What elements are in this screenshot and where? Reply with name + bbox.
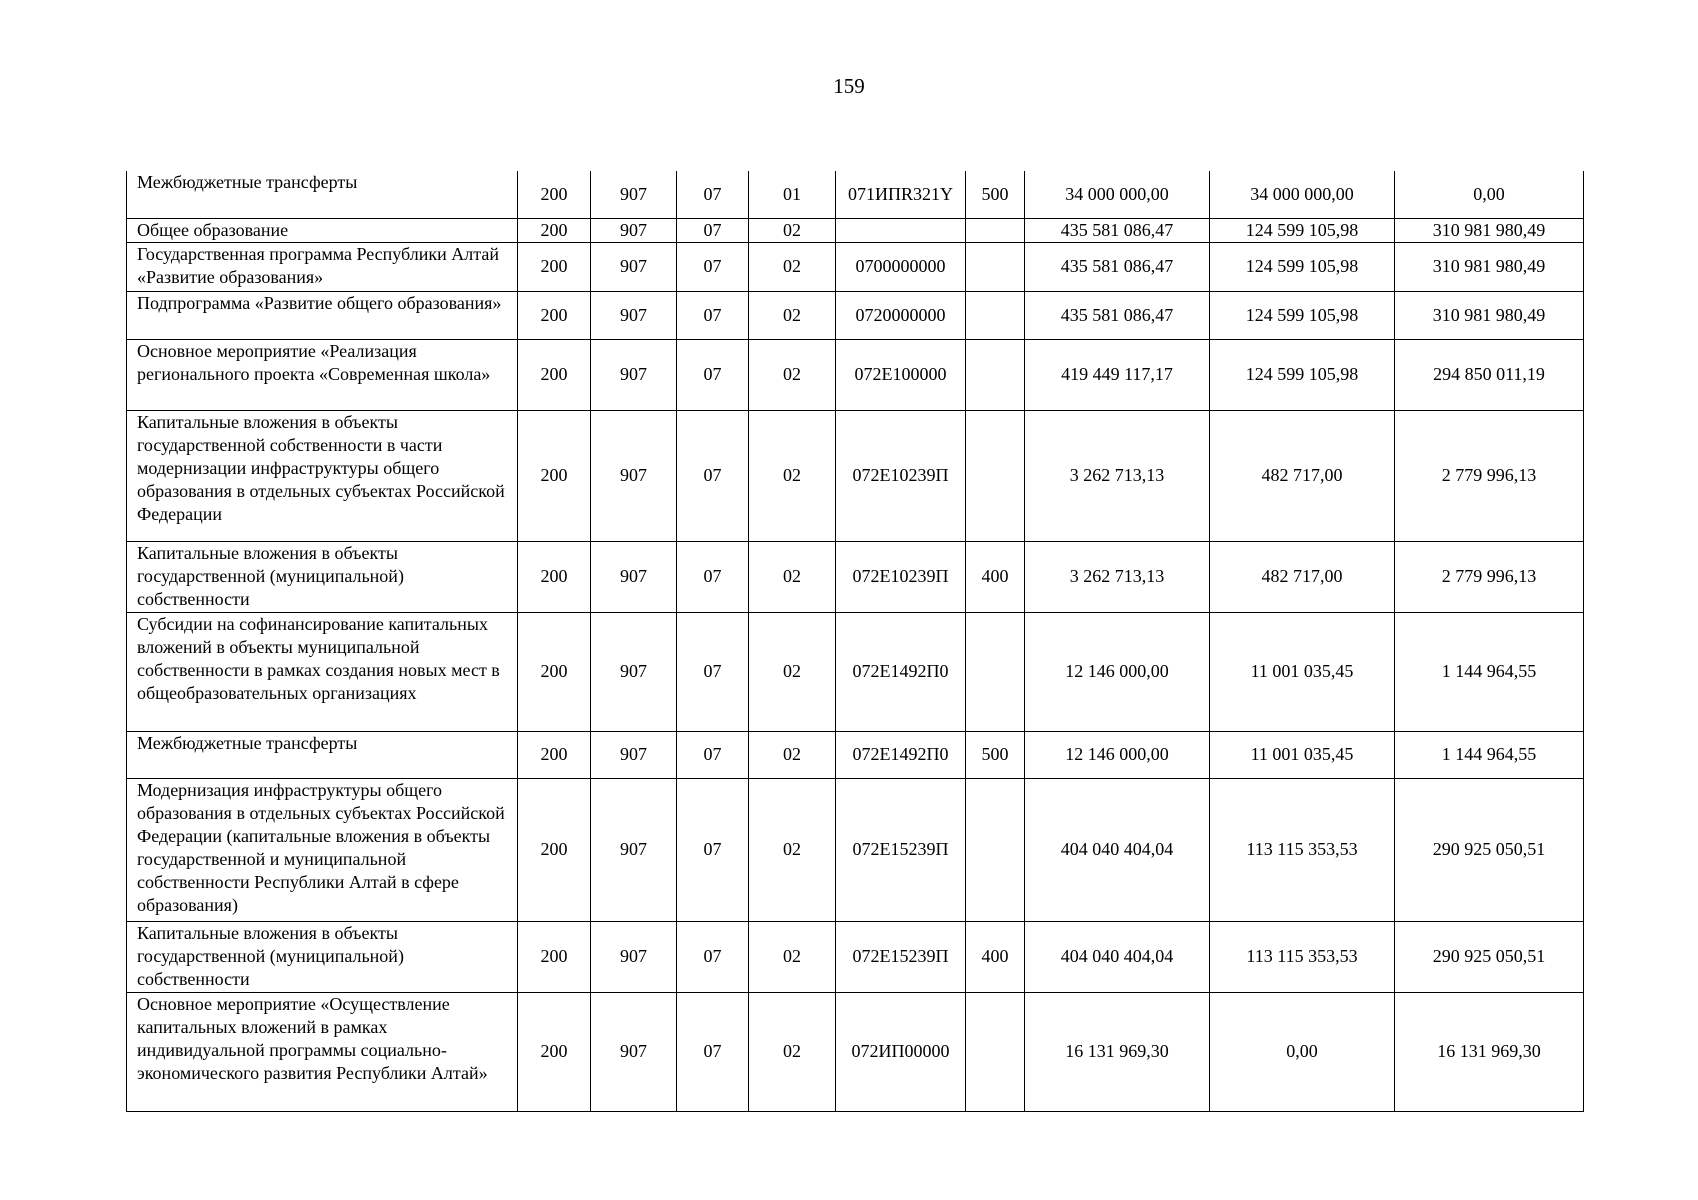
row-name-cell: Модернизация инфраструктуры общего образования в отдельных субъектах Российской Федерации (капитальные вложения в объекты государственной и муниципальной собственности Республики Алтай в сфере образования) — [127, 778, 518, 921]
amount-planned-cell: 16 131 969,30 — [1025, 992, 1210, 1111]
amount-executed-cell: 34 000 000,00 — [1210, 171, 1395, 218]
amount-executed-cell: 482 717,00 — [1210, 541, 1395, 612]
amount-remaining-cell: 294 850 011,19 — [1395, 339, 1584, 410]
section-code-cell: 07 — [677, 242, 749, 291]
amount-remaining-cell: 310 981 980,49 — [1395, 218, 1584, 242]
table-row — [127, 921, 1584, 992]
row-name-cell: Общее образование — [127, 218, 518, 242]
amount-remaining-cell: 310 981 980,49 — [1395, 291, 1584, 339]
amount-remaining-cell: 2 779 996,13 — [1395, 541, 1584, 612]
amount-planned-cell: 435 581 086,47 — [1025, 291, 1210, 339]
subsection-code-cell: 02 — [749, 992, 836, 1111]
target-article-cell: 0720000000 — [836, 291, 966, 339]
expense-type-cell — [966, 612, 1025, 731]
section-code-cell: 07 — [677, 291, 749, 339]
expense-type-cell — [966, 218, 1025, 242]
subsection-code-cell: 02 — [749, 778, 836, 921]
amount-planned-cell: 435 581 086,47 — [1025, 218, 1210, 242]
row-name-cell: Капитальные вложения в объекты государственной собственности в части модернизации инфраструктуры общего образования в отдельных субъектах Российской Федерации — [127, 410, 518, 541]
table-row — [127, 731, 1584, 778]
department-code-cell: 907 — [591, 541, 677, 612]
table-row — [127, 339, 1584, 410]
section-code-cell: 07 — [677, 612, 749, 731]
target-article-cell: 072E10239П — [836, 410, 966, 541]
amount-remaining-cell: 310 981 980,49 — [1395, 242, 1584, 291]
admin-code-cell: 200 — [518, 731, 591, 778]
department-code-cell: 907 — [591, 339, 677, 410]
admin-code-cell: 200 — [518, 921, 591, 992]
table-row — [127, 612, 1584, 731]
section-code-cell: 07 — [677, 218, 749, 242]
table-row — [127, 410, 1584, 541]
amount-executed-cell: 11 001 035,45 — [1210, 612, 1395, 731]
amount-planned-cell: 12 146 000,00 — [1025, 731, 1210, 778]
subsection-code-cell: 01 — [749, 171, 836, 218]
amount-executed-cell: 124 599 105,98 — [1210, 218, 1395, 242]
admin-code-cell: 200 — [518, 171, 591, 218]
subsection-code-cell: 02 — [749, 242, 836, 291]
amount-planned-cell: 12 146 000,00 — [1025, 612, 1210, 731]
subsection-code-cell: 02 — [749, 218, 836, 242]
amount-executed-cell: 124 599 105,98 — [1210, 291, 1395, 339]
expense-type-cell: 400 — [966, 541, 1025, 612]
admin-code-cell: 200 — [518, 218, 591, 242]
admin-code-cell: 200 — [518, 339, 591, 410]
amount-planned-cell: 435 581 086,47 — [1025, 242, 1210, 291]
amount-remaining-cell: 290 925 050,51 — [1395, 778, 1584, 921]
expense-type-cell: 500 — [966, 171, 1025, 218]
section-code-cell: 07 — [677, 410, 749, 541]
row-name-cell: Основное мероприятие «Осуществление капитальных вложений в рамках индивидуальной программы социально-экономического развития Республики Алтай» — [127, 992, 518, 1111]
amount-remaining-cell: 16 131 969,30 — [1395, 992, 1584, 1111]
section-code-cell: 07 — [677, 921, 749, 992]
table-row — [127, 242, 1584, 291]
subsection-code-cell: 02 — [749, 541, 836, 612]
subsection-code-cell: 02 — [749, 731, 836, 778]
department-code-cell: 907 — [591, 291, 677, 339]
subsection-code-cell: 02 — [749, 921, 836, 992]
target-article-cell: 072E100000 — [836, 339, 966, 410]
target-article-cell: 072E10239П — [836, 541, 966, 612]
section-code-cell: 07 — [677, 171, 749, 218]
subsection-code-cell: 02 — [749, 410, 836, 541]
table-row — [127, 171, 1584, 218]
amount-executed-cell: 11 001 035,45 — [1210, 731, 1395, 778]
target-article-cell: 072E15239П — [836, 921, 966, 992]
row-name-cell: Субсидии на софинансирование капитальных вложений в объекты муниципальной собственности в рамках создания новых мест в общеобразовательных организациях — [127, 612, 518, 731]
amount-remaining-cell: 2 779 996,13 — [1395, 410, 1584, 541]
target-article-cell: 072E1492П0 — [836, 731, 966, 778]
department-code-cell: 907 — [591, 921, 677, 992]
target-article-cell: 072E15239П — [836, 778, 966, 921]
amount-planned-cell: 34 000 000,00 — [1025, 171, 1210, 218]
table-row — [127, 778, 1584, 921]
target-article-cell: 072ИП00000 — [836, 992, 966, 1111]
amount-planned-cell: 419 449 117,17 — [1025, 339, 1210, 410]
row-name-cell: Межбюджетные трансферты — [127, 731, 518, 778]
budget-table — [126, 171, 1584, 1112]
section-code-cell: 07 — [677, 992, 749, 1111]
admin-code-cell: 200 — [518, 992, 591, 1111]
department-code-cell: 907 — [591, 992, 677, 1111]
department-code-cell: 907 — [591, 410, 677, 541]
amount-executed-cell: 482 717,00 — [1210, 410, 1395, 541]
expense-type-cell — [966, 242, 1025, 291]
amount-remaining-cell: 1 144 964,55 — [1395, 731, 1584, 778]
expense-type-cell — [966, 339, 1025, 410]
subsection-code-cell: 02 — [749, 339, 836, 410]
row-name-cell: Капитальные вложения в объекты государственной (муниципальной) собственности — [127, 541, 518, 612]
department-code-cell: 907 — [591, 731, 677, 778]
admin-code-cell: 200 — [518, 612, 591, 731]
admin-code-cell: 200 — [518, 541, 591, 612]
amount-remaining-cell: 290 925 050,51 — [1395, 921, 1584, 992]
department-code-cell: 907 — [591, 778, 677, 921]
section-code-cell: 07 — [677, 778, 749, 921]
page-number: 159 — [833, 74, 865, 98]
expense-type-cell: 500 — [966, 731, 1025, 778]
subsection-code-cell: 02 — [749, 612, 836, 731]
amount-executed-cell: 124 599 105,98 — [1210, 242, 1395, 291]
expense-type-cell — [966, 410, 1025, 541]
section-code-cell: 07 — [677, 541, 749, 612]
amount-planned-cell: 3 262 713,13 — [1025, 541, 1210, 612]
department-code-cell: 907 — [591, 171, 677, 218]
subsection-code-cell: 02 — [749, 291, 836, 339]
row-name-cell: Государственная программа Республики Алтай «Развитие образования» — [127, 242, 518, 291]
amount-remaining-cell: 1 144 964,55 — [1395, 612, 1584, 731]
expense-type-cell — [966, 778, 1025, 921]
amount-executed-cell: 0,00 — [1210, 992, 1395, 1111]
amount-planned-cell: 404 040 404,04 — [1025, 921, 1210, 992]
target-article-cell — [836, 218, 966, 242]
amount-remaining-cell: 0,00 — [1395, 171, 1584, 218]
table-body — [127, 171, 1584, 1111]
expense-type-cell — [966, 291, 1025, 339]
admin-code-cell: 200 — [518, 778, 591, 921]
expense-type-cell — [966, 992, 1025, 1111]
amount-executed-cell: 113 115 353,53 — [1210, 921, 1395, 992]
table-row — [127, 218, 1584, 242]
row-name-cell: Подпрограмма «Развитие общего образования» — [127, 291, 518, 339]
table-row — [127, 291, 1584, 339]
table-row — [127, 992, 1584, 1111]
department-code-cell: 907 — [591, 612, 677, 731]
target-article-cell: 0700000000 — [836, 242, 966, 291]
row-name-cell: Основное мероприятие «Реализация регионального проекта «Современная школа» — [127, 339, 518, 410]
row-name-cell: Капитальные вложения в объекты государственной (муниципальной) собственности — [127, 921, 518, 992]
section-code-cell: 07 — [677, 731, 749, 778]
admin-code-cell: 200 — [518, 291, 591, 339]
amount-planned-cell: 404 040 404,04 — [1025, 778, 1210, 921]
amount-executed-cell: 113 115 353,53 — [1210, 778, 1395, 921]
amount-executed-cell: 124 599 105,98 — [1210, 339, 1395, 410]
target-article-cell: 072E1492П0 — [836, 612, 966, 731]
department-code-cell: 907 — [591, 218, 677, 242]
admin-code-cell: 200 — [518, 410, 591, 541]
admin-code-cell: 200 — [518, 242, 591, 291]
amount-planned-cell: 3 262 713,13 — [1025, 410, 1210, 541]
table-row — [127, 541, 1584, 612]
row-name-cell: Межбюджетные трансферты — [127, 171, 518, 218]
section-code-cell: 07 — [677, 339, 749, 410]
expense-type-cell: 400 — [966, 921, 1025, 992]
department-code-cell: 907 — [591, 242, 677, 291]
target-article-cell: 071ИПR321Y — [836, 171, 966, 218]
